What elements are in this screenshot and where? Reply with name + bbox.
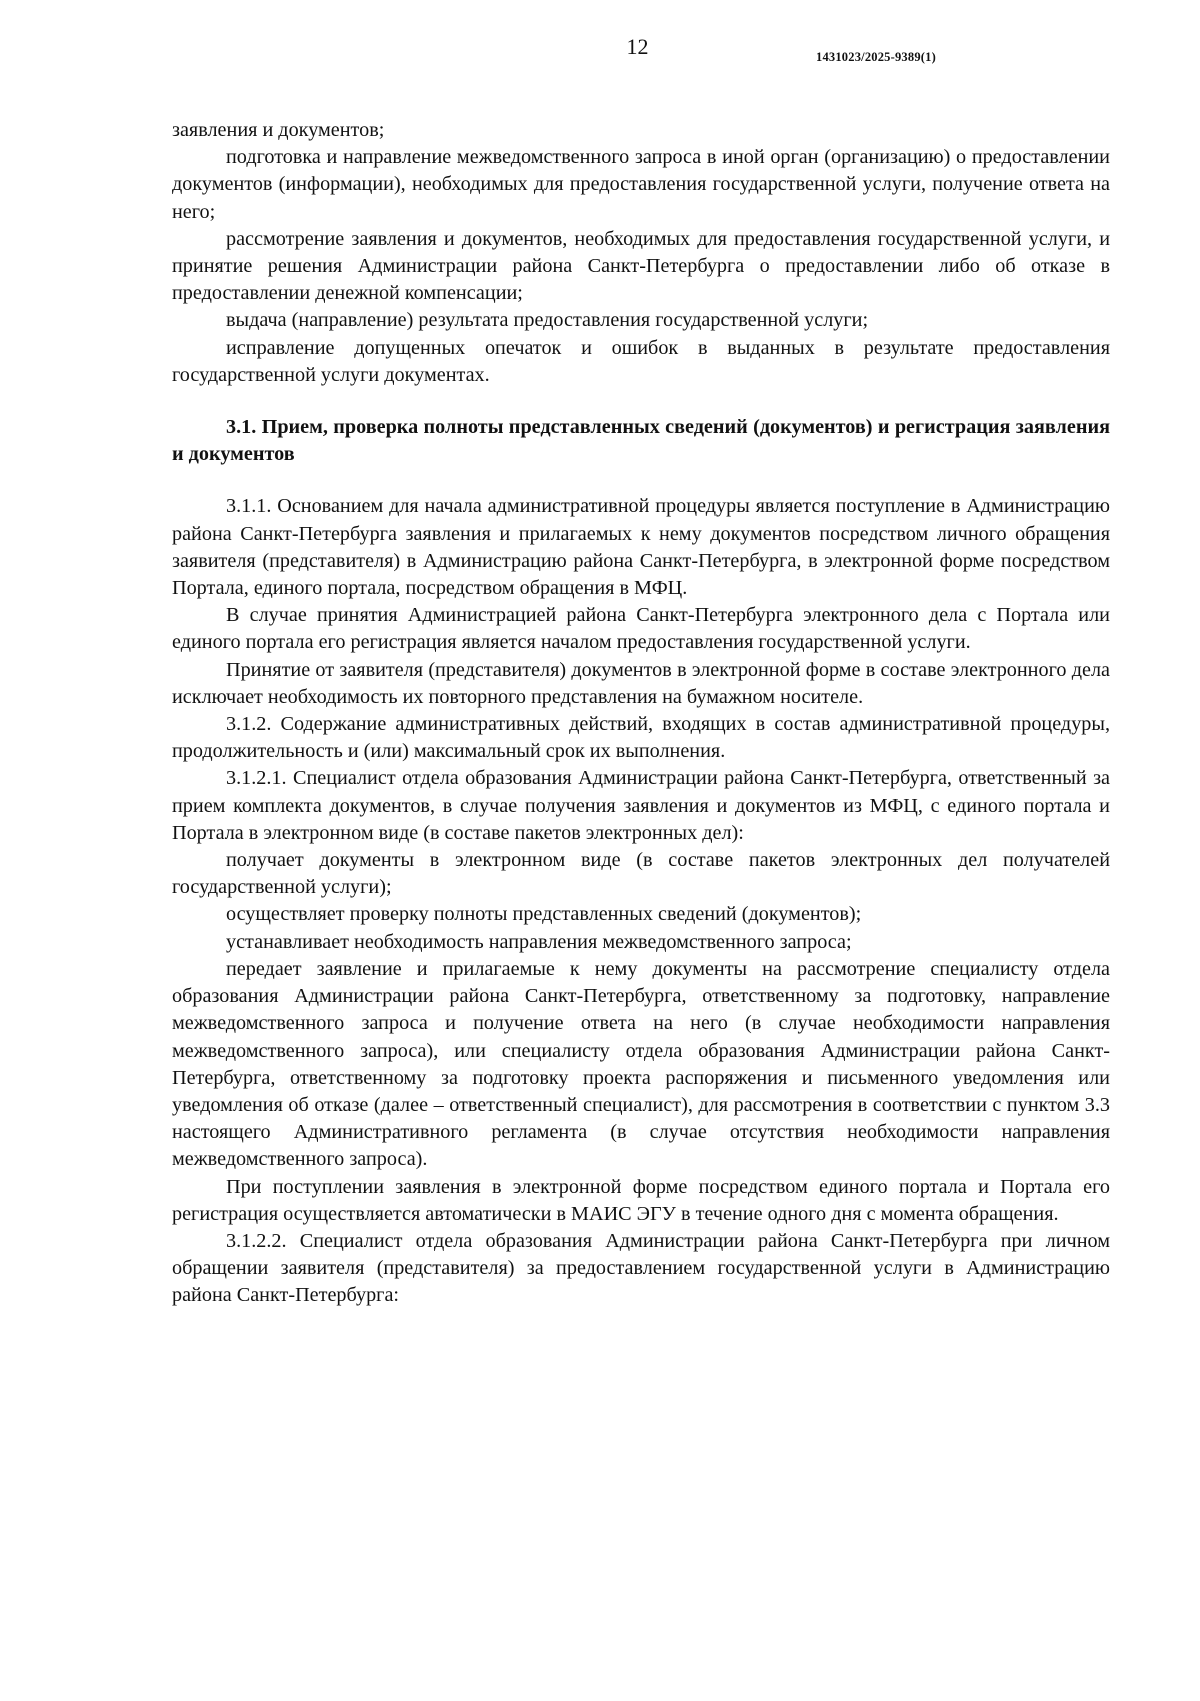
paragraph: Принятие от заявителя (представителя) документов в электронной форме в составе электронного дела исключает необходимость их повторного представления на бумажном носителе. xyxy=(172,658,1110,708)
paragraph: передает заявление и прилагаемые к нему документы на рассмотрение специалисту отдела образования Администрации района Санкт-Петербурга, ответственному за подготовку, направление межведомственного запроса и получение ответа на него (в случае необходимости направления межведомственного запроса), или специалисту отдела образования Администрации района Санкт-Петербурга, ответственному за подготовку проекта распоряжения и письменного уведомления или уведомления об отказе (далее – ответственный специалист), для рассмотрения в соответствии с пунктом 3.3 настоящего Административного регламента (в случае отсутствия необходимости направления межведомственного запроса). xyxy=(172,957,1110,1171)
paragraph: При поступлении заявления в электронной форме посредством единого портала и Портала его регистрация осуществляется автоматически в МАИС ЭГУ в течение одного дня с момента обращения. xyxy=(172,1175,1110,1225)
paragraph: исправление допущенных опечаток и ошибок в выданных в результате предоставления государственной услуги документах. xyxy=(172,336,1110,386)
document-id: 1431023/2025-9389(1) xyxy=(816,50,936,64)
paragraph: В случае принятия Администрацией района Санкт-Петербурга электронного дела с Портала или единого портала его регистрация является началом предоставления государственной услуги. xyxy=(172,604,1110,654)
paragraph: 3.1.1. Основанием для начала административной процедуры является поступление в Администрацию района Санкт-Петербурга заявления и прилагаемых к нему документов посредством личного обращения заявителя (представителя) в Администрацию района Санкт-Петербурга, в электронной форме посредством Портала, единого портала, посредством обращения в МФЦ. xyxy=(172,495,1110,600)
paragraph: рассмотрение заявления и документов, необходимых для предоставления государственной услуги, и принятие решения Администрации района Санкт-Петербурга о предоставлении либо об отказе в предоставлении денежной компенсации; xyxy=(172,227,1110,305)
page-number: 12 xyxy=(626,34,649,59)
document-body xyxy=(172,117,1110,1310)
paragraph: заявления и документов; xyxy=(172,119,385,141)
paragraph: осуществляет проверку полноты представленных сведений (документов); xyxy=(226,903,862,926)
paragraph: 3.1.2.2. Специалист отдела образования Администрации района Санкт-Петербурга при личном обращении заявителя (представителя) за предоставлением государственной услуги в Администрацию района Санкт-Петербурга: xyxy=(172,1229,1110,1307)
paragraph: 3.1.2. Содержание административных действий, входящих в состав административной процедуры, продолжительность и (или) максимальный срок их выполнения. xyxy=(172,713,1110,763)
paragraph: подготовка и направление межведомственного запроса в иной орган (организацию) о предоставлении документов (информации), необходимых для предоставления государственной услуги, получение ответа на него; xyxy=(172,146,1110,223)
paragraph: выдача (направление) результата предоставления государственной услуги; xyxy=(226,309,869,332)
section-heading: 3.1. Прием, проверка полноты представленных сведений (документов) и регистрация заявления и документов xyxy=(172,416,1110,466)
paragraph: получает документы в электронном виде (в составе пакетов электронных дел получателей государственной услуги); xyxy=(172,849,1110,899)
paragraph: 3.1.2.1. Специалист отдела образования Администрации района Санкт-Петербурга, ответственный за прием комплекта документов, в случае получения заявления и документов из МФЦ, с единого портала и Портала в электронном виде (в составе пакетов электронных дел): xyxy=(172,767,1110,844)
paragraph: устанавливает необходимость направления межведомственного запроса; xyxy=(226,930,852,953)
